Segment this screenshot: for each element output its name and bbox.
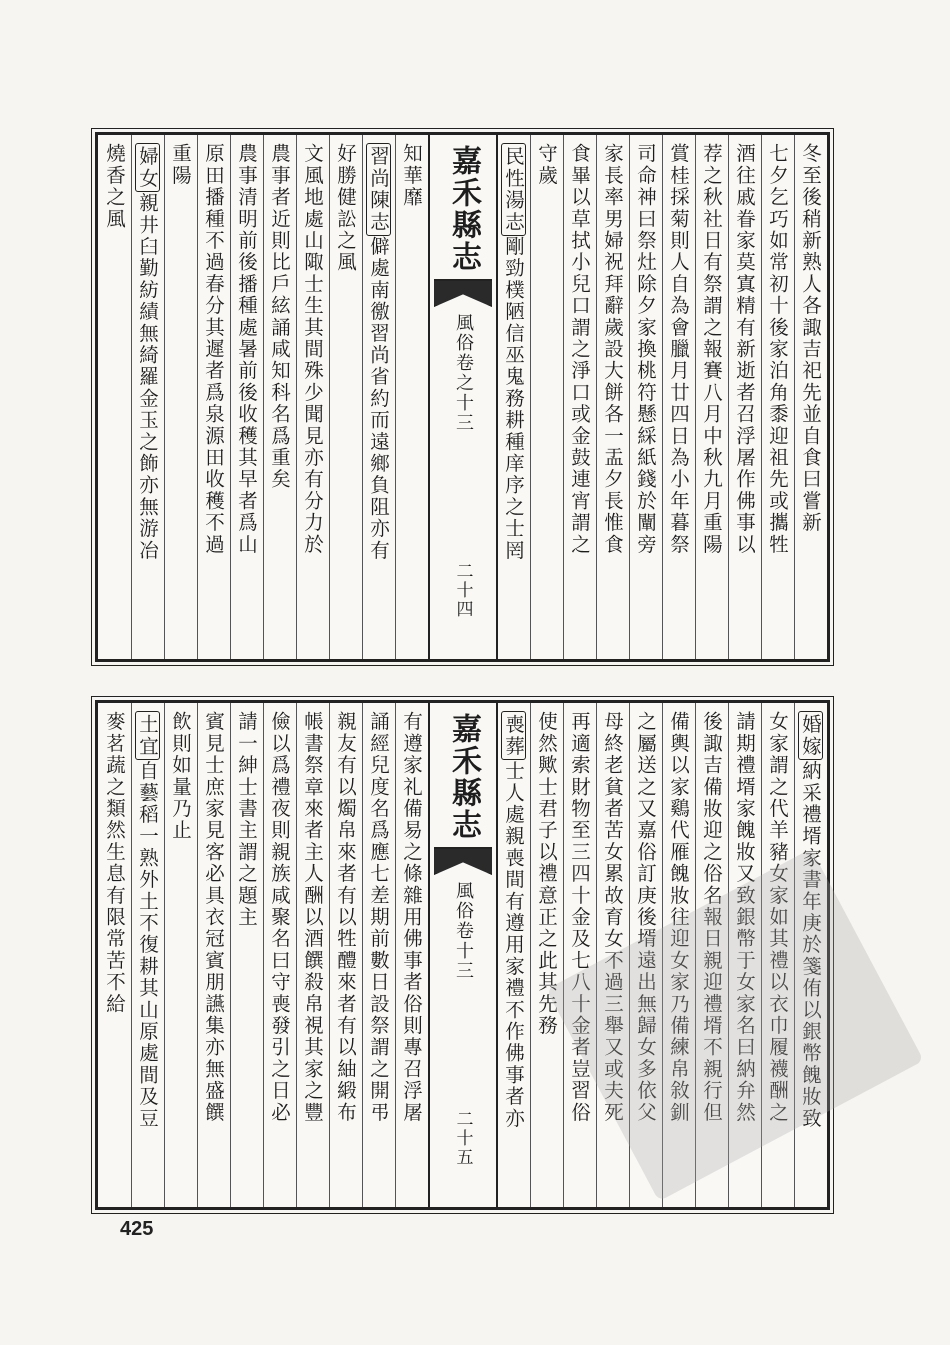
column-text: 守歲 (535, 143, 558, 187)
column-text: 剛勁樸陋信巫鬼務耕種庠序之士罔 (502, 235, 525, 562)
center-fold (428, 135, 498, 659)
text-column (296, 135, 329, 659)
column-text: 好勝健訟之風 (334, 143, 357, 274)
column-text: 重陽 (169, 143, 192, 187)
column-text: 之屬送之又嘉俗訂庚後壻遠出無歸女多依父 (634, 711, 657, 1124)
column-text: 司命神曰祭灶除夕家換桃符懸綵紙錢於闡旁 (634, 143, 657, 556)
book-title: 嘉禾縣志 (446, 713, 481, 841)
fish-tail-mark-icon (434, 279, 492, 307)
text-column (530, 135, 563, 659)
column-text: 文風地處山陬士生其間殊少聞見亦有分力於 (301, 143, 324, 556)
bottom-leaf (95, 700, 830, 1210)
text-column (395, 703, 428, 1207)
text-column (695, 135, 728, 659)
text-column (197, 703, 230, 1207)
text-column (794, 703, 827, 1207)
column-text: 冬至後稍新熟人各諏吉祀先並自食曰嘗新 (799, 143, 822, 534)
column-text: 親友有以燭帛來者有以牲醴來者有以紬緞布 (334, 711, 357, 1124)
text-column (761, 703, 794, 1207)
column-text: 備輿以家鷄代雁餽妝往迎女家乃備練帛敘釧 (667, 711, 690, 1124)
column-text: 原田播種不過春分其遲者爲泉源田收穫不過 (202, 143, 225, 556)
text-column (263, 135, 296, 659)
top-right-half (497, 135, 827, 659)
column-text: 農事者近則比戶絃誦咸知科名爲重矣 (268, 143, 291, 491)
text-column (395, 135, 428, 659)
column-text: 荐之秋社日有祭謂之報賽八月中秋九月重陽 (700, 143, 723, 556)
text-column (596, 135, 629, 659)
column-text: 燒香之風 (103, 143, 126, 230)
leaf-number: 二十五 (452, 1110, 473, 1167)
text-column (497, 135, 530, 659)
text-column (662, 703, 695, 1207)
text-column (164, 703, 197, 1207)
center-fold (428, 703, 498, 1207)
column-text: 家長率男婦祝拜辭歲設大餅各一盂夕長惟食 (601, 143, 624, 556)
column-text: 食畢以草拭小兒口謂之淨口或金鼓連宵謂之 (568, 143, 591, 556)
text-column (695, 703, 728, 1207)
text-column (596, 703, 629, 1207)
column-text: 士人處親喪間有遵用家禮不作佛事者亦 (502, 760, 525, 1130)
top-leaf (95, 132, 830, 662)
column-text: 女家謂之代羊豬女家如其禮以衣巾履襪酬之 (766, 711, 789, 1124)
column-text: 母終老貧者苦女累故育女不過三舉又或夫死 (601, 711, 624, 1124)
text-column (728, 135, 761, 659)
column-text: 後諏吉備妝迎之俗名報日親迎禮壻不親行但 (700, 711, 723, 1124)
column-text: 使然歟士君子以禮意正之此其先務 (535, 711, 558, 1037)
column-text: 納采禮壻家書年庚於箋侑以銀幣餽妝致 (799, 760, 822, 1130)
text-column (662, 135, 695, 659)
text-column (197, 135, 230, 659)
entry-heading: 喪葬 (501, 711, 526, 760)
text-column (563, 135, 596, 659)
text-column (530, 703, 563, 1207)
column-text: 親井臼勤紡績無綺羅金玉之飾亦無游冶 (136, 192, 159, 562)
column-text: 僻處南徼習尚省約而遠鄉負阻亦有 (367, 235, 390, 562)
column-text: 有遵家礼備易之條雜用佛事者俗則專召浮屠 (400, 711, 423, 1124)
entry-heading: 習尚陳志 (366, 143, 391, 236)
bottom-right-half (497, 703, 827, 1207)
entry-heading: 婦女 (135, 143, 160, 192)
column-text: 帳書祭章來者主人酬以酒饌殺帛視其家之豐 (301, 711, 324, 1124)
entry-heading: 民性湯志 (501, 143, 526, 236)
column-text: 誦經兒度名爲應七差期前數日設祭謂之開弔 (367, 711, 390, 1124)
text-column (263, 703, 296, 1207)
text-column (728, 703, 761, 1207)
column-text: 賞桂採菊則人自為會臘月廿四日為小年暮祭 (667, 143, 690, 556)
text-column (164, 135, 197, 659)
column-text: 自藝稻一熟外土不復耕其山原處間及豆 (136, 760, 159, 1130)
column-text: 請一紳士書主謂之題主 (235, 711, 258, 928)
text-column (563, 703, 596, 1207)
column-text: 七夕乞巧如常初十後家泊角黍迎祖先或攜牲 (766, 143, 789, 556)
text-column (794, 135, 827, 659)
entry-heading: 婚嫁 (798, 711, 823, 760)
text-column (761, 135, 794, 659)
column-text: 農事清明前後播種處暑前後收穫其早者爲山 (235, 143, 258, 556)
book-title: 嘉禾縣志 (446, 145, 481, 273)
entry-heading: 土宜 (135, 711, 160, 760)
column-text: 飲則如量乃止 (169, 711, 192, 842)
bottom-left-half (98, 703, 428, 1207)
text-column (329, 135, 362, 659)
column-text: 再適索財物至三四十金及七八十金者豈習俗 (568, 711, 591, 1124)
column-text: 麥茗蔬之類然生息有限常苦不給 (103, 711, 126, 1015)
column-text: 儉以爲禮夜則親族咸聚名曰守喪發引之日必 (268, 711, 291, 1124)
leaf-number: 二十四 (452, 562, 473, 619)
text-column (362, 703, 395, 1207)
column-text: 知華靡 (400, 143, 423, 209)
section-label: 風俗卷十三 (453, 881, 474, 981)
text-column (362, 135, 395, 659)
text-column (131, 135, 164, 659)
text-column (296, 703, 329, 1207)
text-column (98, 135, 131, 659)
column-text: 酒往戚眷家莫寘精有新逝者召浮屠作佛事以 (733, 143, 756, 556)
page-number: 425 (120, 1218, 154, 1240)
column-text: 請期禮壻家餽妝又致銀幣于女家名曰納弁然 (733, 711, 756, 1124)
text-column (629, 703, 662, 1207)
text-column (230, 135, 263, 659)
text-column (329, 703, 362, 1207)
section-label: 風俗卷之十三 (453, 313, 474, 433)
text-column (497, 703, 530, 1207)
column-text: 賓見士庶家見客必具衣冠賓朋讌集亦無盛饌 (202, 711, 225, 1124)
text-column (131, 703, 164, 1207)
text-column (98, 703, 131, 1207)
text-column (230, 703, 263, 1207)
top-left-half (98, 135, 428, 659)
fish-tail-mark-icon (434, 847, 492, 875)
text-column (629, 135, 662, 659)
